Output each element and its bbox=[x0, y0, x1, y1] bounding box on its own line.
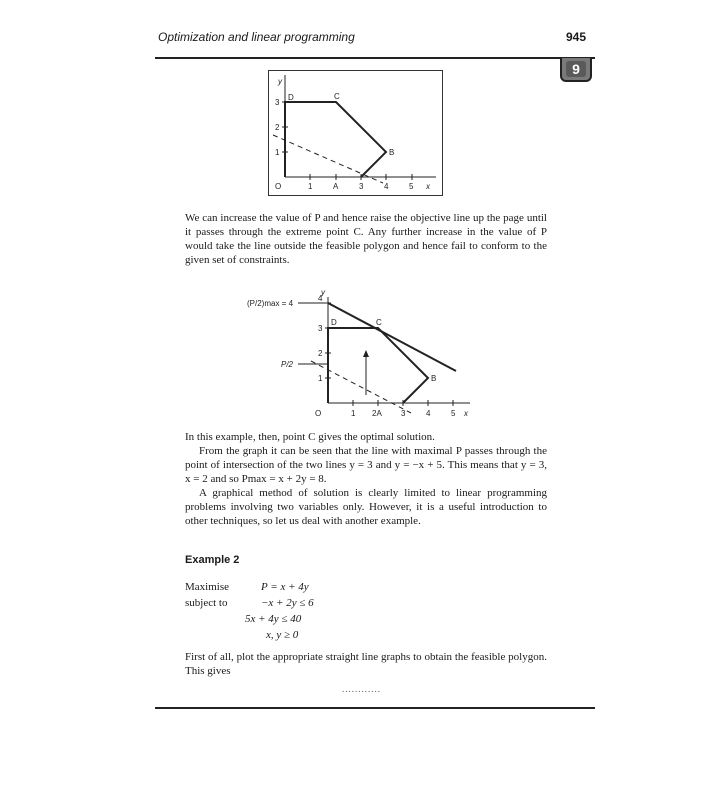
figure2-xtick-2a: 2A bbox=[372, 409, 382, 418]
chapter-number: 9 bbox=[566, 61, 586, 77]
header-rule bbox=[155, 57, 595, 59]
figure1-polygon bbox=[285, 102, 386, 177]
figure1-objective-line bbox=[273, 135, 383, 183]
figure1-origin: O bbox=[275, 182, 282, 191]
figure2-point-c: C bbox=[376, 318, 382, 327]
figure2-ytick-4: 4 bbox=[318, 294, 323, 303]
running-header-title: Optimization and linear programming bbox=[158, 30, 355, 44]
figure2-arrowhead bbox=[363, 350, 369, 357]
figure1-point-b: B bbox=[389, 148, 395, 157]
figure2-point-d: D bbox=[331, 318, 337, 327]
figure2-svg bbox=[245, 285, 475, 420]
example-heading: Example 2 bbox=[185, 554, 240, 566]
objective-function: P = x + 4y bbox=[261, 581, 309, 593]
subject-to-label: subject to bbox=[185, 597, 228, 609]
constraint-2: 5x + 4y ≤ 40 bbox=[245, 613, 302, 625]
continuation-dots: ............ bbox=[342, 684, 381, 694]
constraint-row-3 bbox=[266, 628, 298, 642]
figure1-point-c: C bbox=[334, 92, 340, 101]
figure2-point-b: B bbox=[431, 374, 437, 383]
figure2-objective-line bbox=[311, 361, 411, 413]
figure-optimal-solution bbox=[245, 285, 475, 420]
figure2-xtick-1: 1 bbox=[351, 409, 356, 418]
objective-row bbox=[185, 580, 309, 594]
figure2-ytick-3: 3 bbox=[318, 324, 323, 333]
figure1-point-d: D bbox=[288, 93, 294, 102]
figure2-ytick-1: 1 bbox=[318, 374, 323, 383]
figure1-xtick-1: 1 bbox=[308, 182, 313, 191]
figure2-ytick-2: 2 bbox=[318, 349, 323, 358]
figure1-x-label: x bbox=[426, 182, 430, 191]
paragraph-optimal-point: In this example, then, point C gives the optimal solution. bbox=[185, 431, 435, 443]
footer-rule bbox=[155, 707, 595, 709]
figure2-x-label: x bbox=[464, 409, 468, 418]
figure2-xtick-5: 5 bbox=[451, 409, 456, 418]
figure1-ytick-3: 3 bbox=[275, 98, 280, 107]
figure1-ytick-1: 1 bbox=[275, 148, 280, 157]
paragraph-plot-graphs: First of all, plot the appropriate straight line graphs to obtain the feasible polygon. This gives bbox=[185, 651, 547, 677]
constraint-row-2 bbox=[245, 612, 301, 626]
paragraph-graphical-method: A graphical method of solution is clearly limited to linear programming problems involving two variables only. However, it is a useful introduction to other techniques, so let us deal with another example. bbox=[185, 487, 547, 527]
figure2-y-label: y bbox=[321, 288, 325, 297]
figure2-p2-label: P/2 bbox=[281, 360, 294, 369]
figure2-ticks bbox=[325, 303, 453, 406]
figure2-xtick-3: 3 bbox=[401, 409, 406, 418]
figure2-optimal-line bbox=[328, 303, 456, 371]
figure2-pmax-label: (P/2)max = 4 bbox=[247, 299, 294, 308]
constraint-1: −x + 2y ≤ 6 bbox=[261, 597, 314, 609]
paragraph-intersection: From the graph it can be seen that the line with maximal P passes through the point of intersection of the two lines y = 3 and y = −x + 5. This means that y = 3, x = 2 and so Pmax = x + 2y = 8. bbox=[185, 445, 547, 485]
figure1-svg bbox=[268, 70, 443, 196]
figure1-ytick-2: 2 bbox=[275, 123, 280, 132]
constraint-3: x, y ≥ 0 bbox=[266, 629, 299, 641]
figure2-origin: O bbox=[315, 409, 322, 418]
paragraph-objective-line: We can increase the value of P and hence raise the objective line up the page until it passes through the extreme point C. Any further increase in the value of P would take the line outside the feasible polygon and hence fail to conform to the given set of constraints. bbox=[185, 212, 547, 266]
constraint-row-1 bbox=[185, 596, 314, 610]
figure1-point-a: A bbox=[333, 182, 339, 191]
maximise-label: Maximise bbox=[185, 581, 229, 593]
figure1-xtick-3: 3 bbox=[359, 182, 364, 191]
page-number: 945 bbox=[566, 30, 587, 44]
figure1-xtick-4: 4 bbox=[384, 182, 389, 191]
figure2-xtick-4: 4 bbox=[426, 409, 431, 418]
chapter-tab bbox=[560, 58, 592, 82]
figure-feasible-polygon bbox=[268, 70, 443, 196]
figure1-y-label: y bbox=[278, 77, 282, 86]
figure1-xtick-5: 5 bbox=[409, 182, 414, 191]
figure2-polygon bbox=[328, 328, 428, 403]
